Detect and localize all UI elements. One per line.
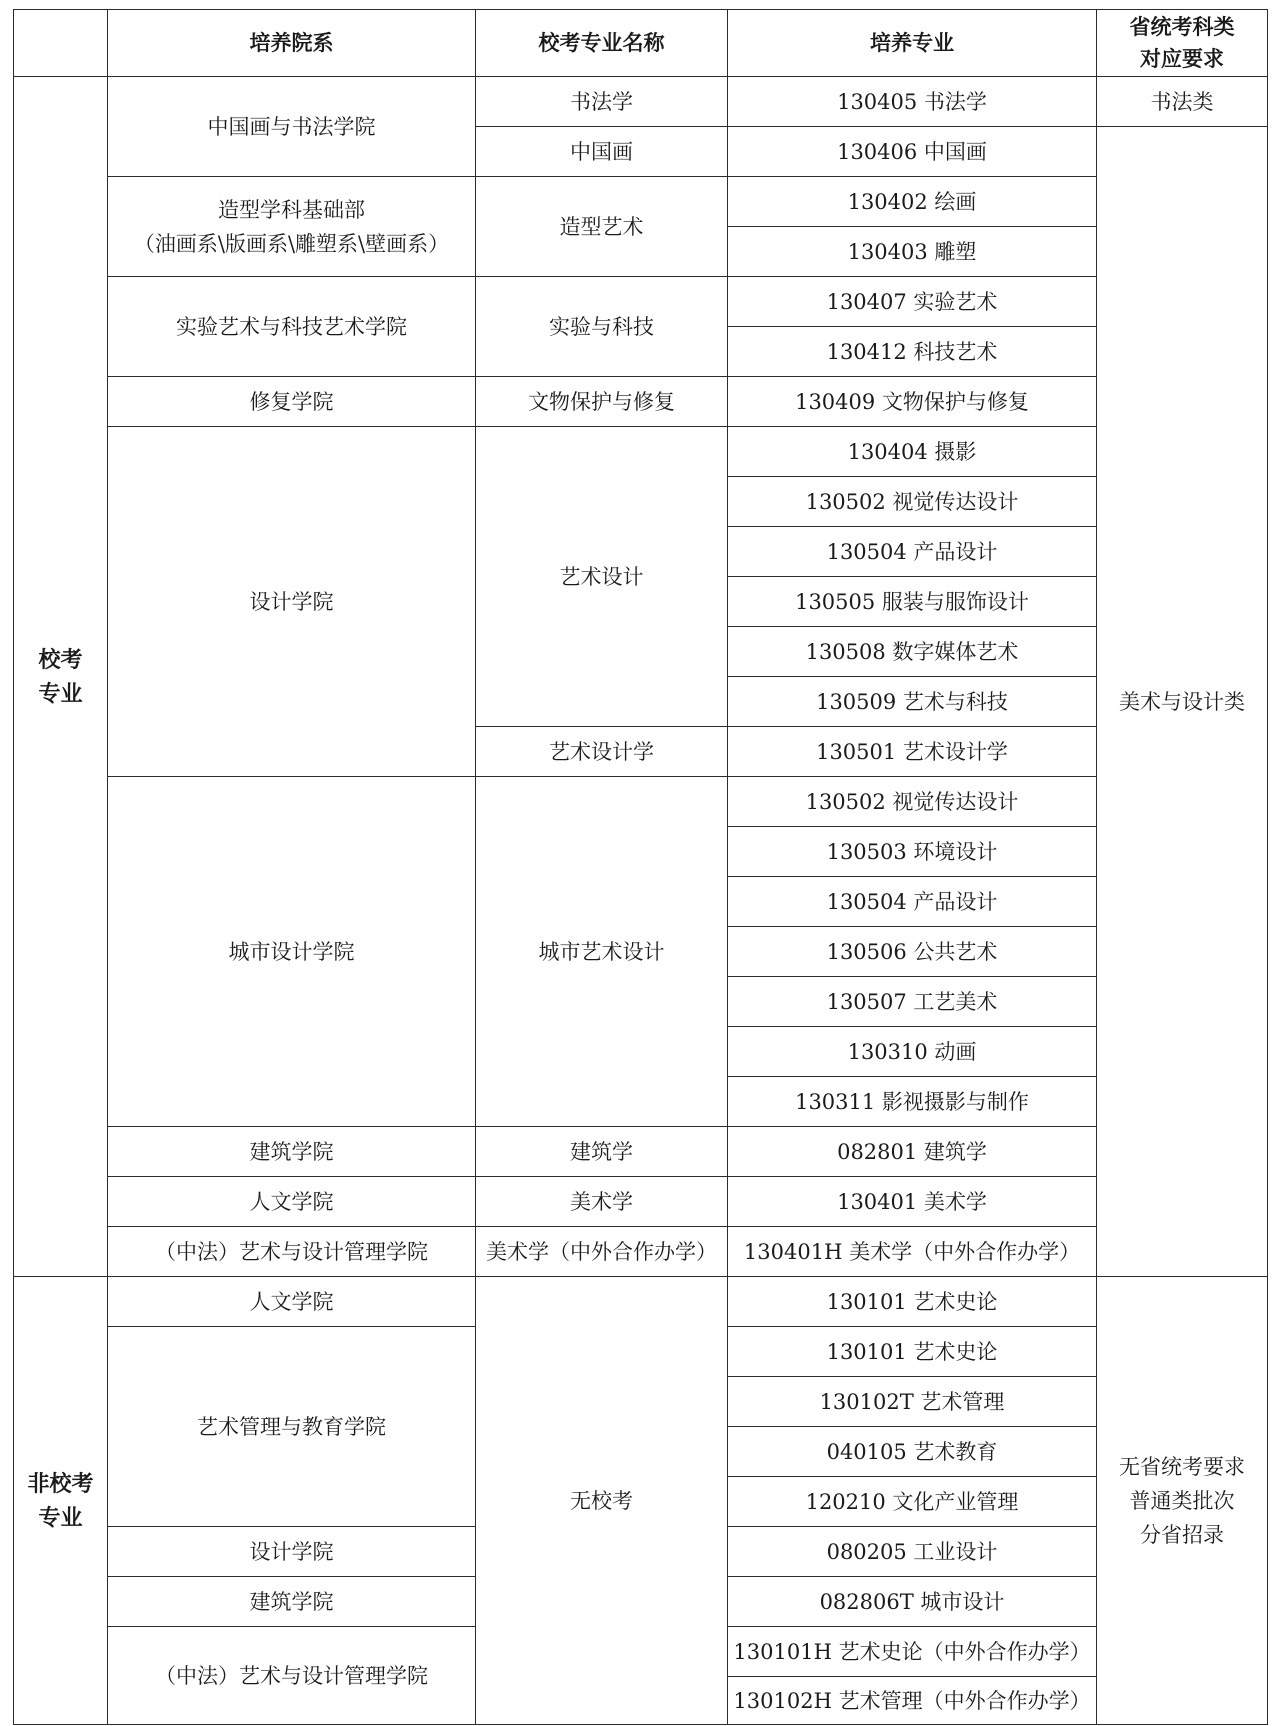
major-cell: 130101 艺术史论 <box>728 1327 1097 1377</box>
department-line1: 造型学科基础部 <box>218 197 365 222</box>
exam-major-cell: 中国画 <box>476 127 728 177</box>
group-school-exam <box>14 77 108 1277</box>
table-row <box>14 277 1268 327</box>
requirement-cell: 书法类 <box>1097 77 1268 127</box>
department-cell: 中国画与书法学院 <box>108 77 476 177</box>
group-school-exam-line2: 专业 <box>38 680 83 707</box>
major-cell: 130405 书法学 <box>728 77 1097 127</box>
major-cell: 130402 绘画 <box>728 177 1097 227</box>
major-cell: 130403 雕塑 <box>728 227 1097 277</box>
header-requirement-line2: 对应要求 <box>1140 46 1224 71</box>
exam-major-cell: 实验与科技 <box>476 277 728 377</box>
table-row <box>14 377 1268 427</box>
department-cell: （中法）艺术与设计管理学院 <box>108 1627 476 1725</box>
major-cell: 120210 文化产业管理 <box>728 1477 1097 1527</box>
exam-major-cell: 艺术设计 <box>476 427 728 727</box>
major-cell: 130102T 艺术管理 <box>728 1377 1097 1427</box>
exam-major-cell: 无校考 <box>476 1277 728 1725</box>
department-cell: 设计学院 <box>108 1527 476 1577</box>
exam-major-cell: 美术学（中外合作办学） <box>476 1227 728 1277</box>
department-cell: 人文学院 <box>108 1177 476 1227</box>
table-row <box>14 1227 1268 1277</box>
header-exam-major: 校考专业名称 <box>476 10 728 77</box>
header-major: 培养专业 <box>728 10 1097 77</box>
major-cell: 080205 工业设计 <box>728 1527 1097 1577</box>
department-cell: （中法）艺术与设计管理学院 <box>108 1227 476 1277</box>
group-school-exam-line1: 校考 <box>38 646 83 673</box>
major-cell: 130409 文物保护与修复 <box>728 377 1097 427</box>
department-cell: 设计学院 <box>108 427 476 777</box>
group-non-school-exam <box>14 1277 108 1725</box>
exam-major-cell: 造型艺术 <box>476 177 728 277</box>
major-cell: 130504 产品设计 <box>728 527 1097 577</box>
table-row <box>14 1277 1268 1327</box>
admissions-table <box>13 9 1268 1725</box>
major-cell: 130102H 艺术管理（中外合作办学） <box>728 1677 1097 1725</box>
header-requirement <box>1097 10 1268 77</box>
major-cell: 130504 产品设计 <box>728 877 1097 927</box>
exam-major-cell: 艺术设计学 <box>476 727 728 777</box>
table-row <box>14 1177 1268 1227</box>
table-header-row <box>14 10 1268 77</box>
major-cell: 130101H 艺术史论（中外合作办学） <box>728 1627 1097 1677</box>
major-cell: 130502 视觉传达设计 <box>728 477 1097 527</box>
major-cell: 130407 实验艺术 <box>728 277 1097 327</box>
major-cell: 130501 艺术设计学 <box>728 727 1097 777</box>
major-cell: 130509 艺术与科技 <box>728 677 1097 727</box>
exam-major-cell: 书法学 <box>476 77 728 127</box>
department-line2: （油画系\版画系\雕塑系\壁画系） <box>133 231 450 256</box>
exam-major-cell: 城市艺术设计 <box>476 777 728 1127</box>
requirement-cell <box>1097 1277 1268 1725</box>
department-cell: 建筑学院 <box>108 1577 476 1627</box>
requirement-cell: 美术与设计类 <box>1097 127 1268 1277</box>
header-requirement-line1: 省统考科类 <box>1129 14 1235 39</box>
major-cell: 130502 视觉传达设计 <box>728 777 1097 827</box>
header-department: 培养院系 <box>108 10 476 77</box>
exam-major-cell: 文物保护与修复 <box>476 377 728 427</box>
major-cell: 040105 艺术教育 <box>728 1427 1097 1477</box>
department-cell: 实验艺术与科技艺术学院 <box>108 277 476 377</box>
major-cell: 082801 建筑学 <box>728 1127 1097 1177</box>
exam-major-cell: 建筑学 <box>476 1127 728 1177</box>
major-cell: 082806T 城市设计 <box>728 1577 1097 1627</box>
requirement-line1: 无省统考要求 <box>1119 1454 1245 1479</box>
table-row <box>14 77 1268 127</box>
major-cell: 130412 科技艺术 <box>728 327 1097 377</box>
major-cell: 130505 服装与服饰设计 <box>728 577 1097 627</box>
major-cell: 130404 摄影 <box>728 427 1097 477</box>
department-cell: 修复学院 <box>108 377 476 427</box>
exam-major-cell: 美术学 <box>476 1177 728 1227</box>
department-cell: 人文学院 <box>108 1277 476 1327</box>
department-cell: 艺术管理与教育学院 <box>108 1327 476 1527</box>
header-corner-cell <box>14 10 108 77</box>
requirement-line3: 分省招录 <box>1140 1522 1224 1547</box>
department-cell: 城市设计学院 <box>108 777 476 1127</box>
group-non-school-exam-line2: 专业 <box>38 1504 83 1531</box>
table-row <box>14 777 1268 827</box>
group-non-school-exam-line1: 非校考 <box>27 1470 94 1497</box>
major-cell: 130310 动画 <box>728 1027 1097 1077</box>
table-row <box>14 427 1268 477</box>
table-row <box>14 1127 1268 1177</box>
department-cell: 建筑学院 <box>108 1127 476 1177</box>
major-cell: 130311 影视摄影与制作 <box>728 1077 1097 1127</box>
department-cell <box>108 177 476 277</box>
major-cell: 130401 美术学 <box>728 1177 1097 1227</box>
major-cell: 130503 环境设计 <box>728 827 1097 877</box>
major-cell: 130406 中国画 <box>728 127 1097 177</box>
major-cell: 130401H 美术学（中外合作办学） <box>728 1227 1097 1277</box>
major-cell: 130101 艺术史论 <box>728 1277 1097 1327</box>
major-cell: 130508 数字媒体艺术 <box>728 627 1097 677</box>
table-row <box>14 177 1268 227</box>
major-cell: 130507 工艺美术 <box>728 977 1097 1027</box>
requirement-line2: 普通类批次 <box>1129 1488 1235 1513</box>
major-cell: 130506 公共艺术 <box>728 927 1097 977</box>
